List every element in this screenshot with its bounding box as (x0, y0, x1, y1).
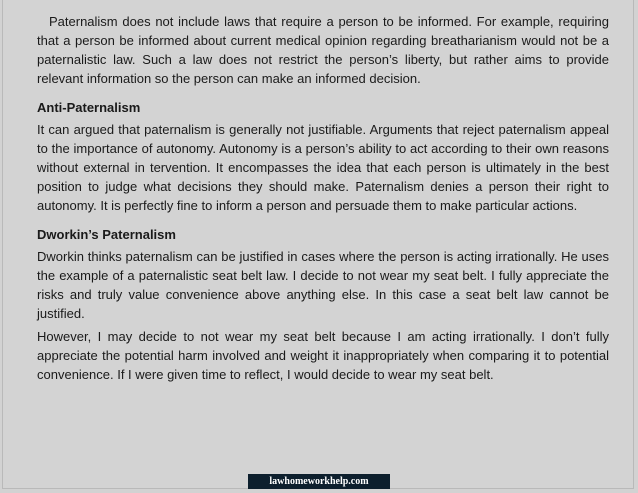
heading-dworkin-paternalism: Dworkin’s Paternalism (37, 227, 176, 242)
footer-website-label: lawhomeworkhelp.com (248, 474, 390, 489)
heading-anti-paternalism: Anti-Paternalism (37, 100, 141, 115)
paragraph-informed-laws: Paternalism does not include laws that require a person to be informed. For example, requiring that a person be informed about current medical opinion regarding breatharianism would not be a paternalistic law. Such a law does not restrict the person’s liberty, but rather aims to provide relevant information so the person can make an informed decision. (37, 14, 609, 86)
document-body (37, 12, 609, 384)
paragraph-dworkin-1: Dworkin thinks paternalism can be justified in cases where the person is acting irrationally. He uses the example of a paternalistic seat belt law. I decide to not wear my seat belt. I fully appreciate the risks and truly value convenience above anything else. In this case a seat belt law cannot be justified. (37, 249, 609, 321)
paragraph-anti-paternalism: It can argued that paternalism is generally not justifiable. Arguments that reject paternalism appeal to the importance of autonomy. Autonomy is a person’s ability to act according to their own reasons without external in tervention. It encompasses the idea that each person is ultimately in the best position to judge what decisions they should make. Paternalism denies a person their right to autonomy. It is perfectly fine to inform a person and persuade them to make particular actions. (37, 122, 609, 213)
paragraph-dworkin-2: However, I may decide to not wear my seat belt because I am acting irrationally. I don’t fully appreciate the potential harm involved and weight it inappropriately when comparing it to potential convenience. If I were given time to reflect, I would decide to wear my seat belt. (37, 329, 609, 382)
slide-frame (2, 0, 634, 489)
